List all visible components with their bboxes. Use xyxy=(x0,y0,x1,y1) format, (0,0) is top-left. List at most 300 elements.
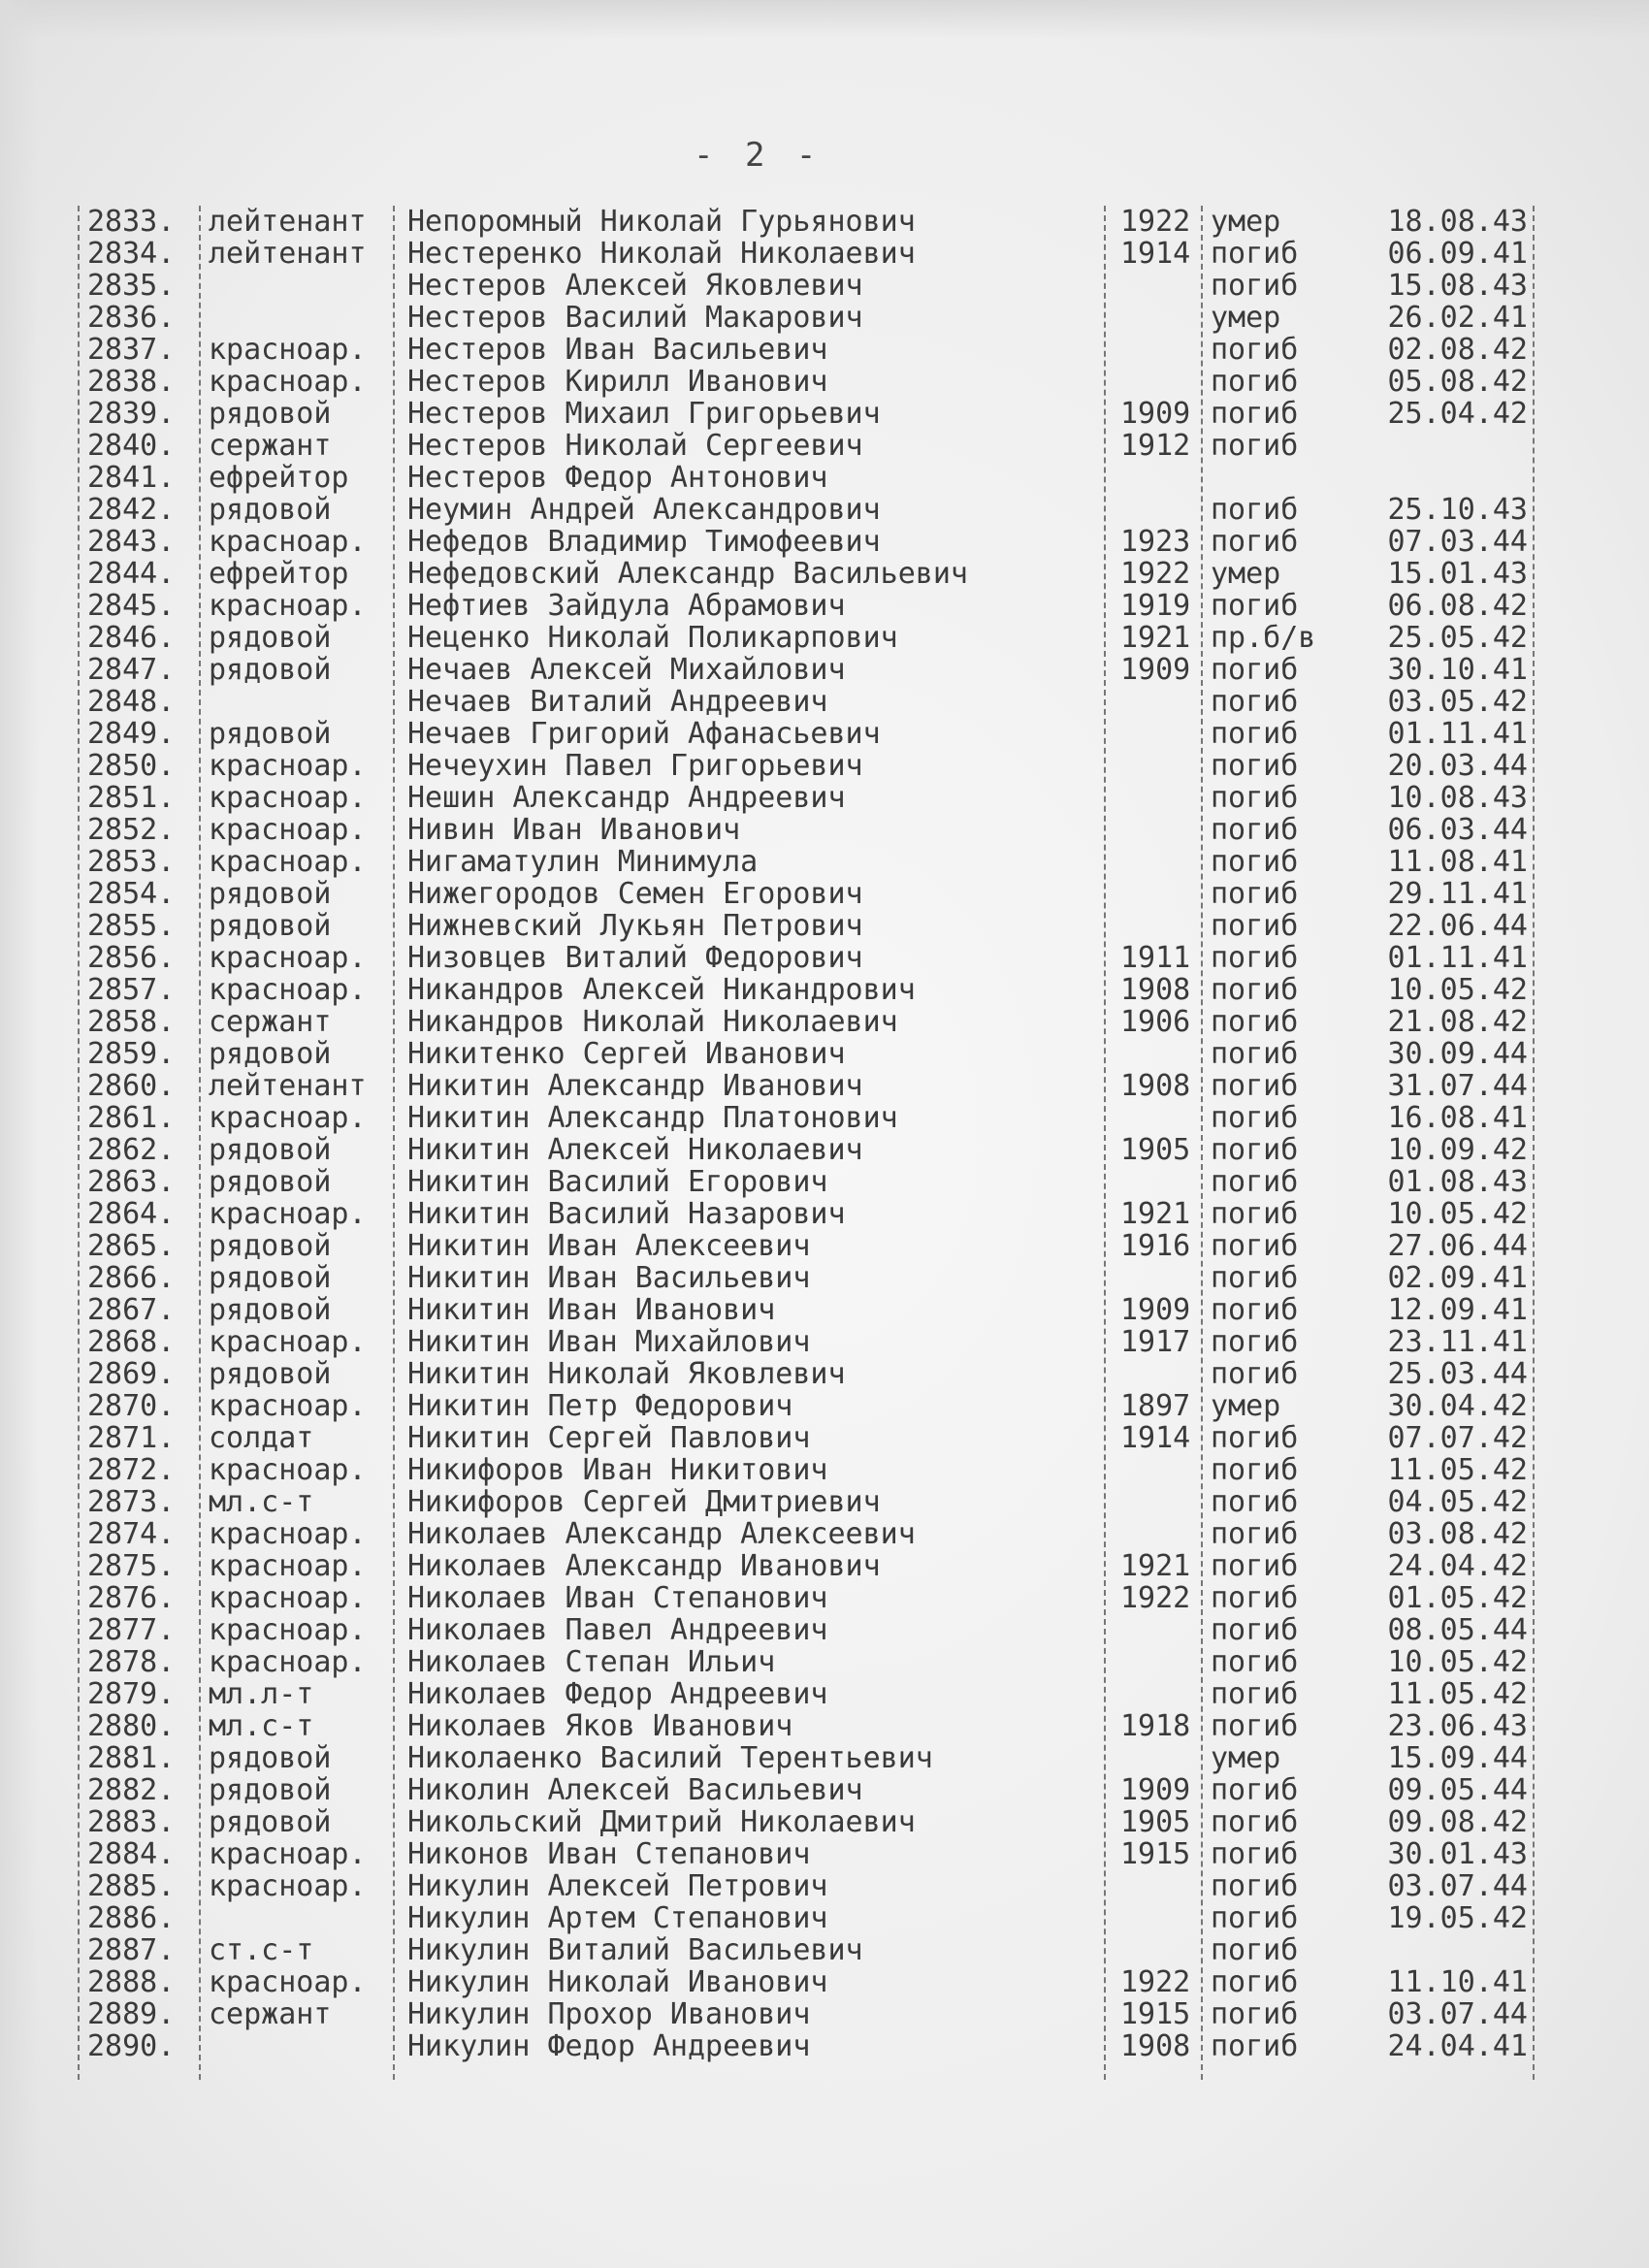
row-name: Нефтиев Зайдула Абрамович xyxy=(407,590,846,622)
row-number: 2883. xyxy=(87,1806,176,1838)
row-status: погиб xyxy=(1211,1230,1299,1262)
row-number: 2879. xyxy=(87,1678,176,1710)
table-row xyxy=(78,1614,1533,1646)
row-number: 2834. xyxy=(87,238,176,270)
page-number: - 2 - xyxy=(694,136,823,175)
row-status: погиб xyxy=(1211,238,1299,270)
row-birth-year: 1917 xyxy=(1120,1326,1191,1358)
row-number: 2869. xyxy=(87,1358,176,1390)
table-row xyxy=(78,1774,1533,1806)
row-birth-year: 1922 xyxy=(1120,1582,1191,1614)
row-name: Нечаев Алексей Михайлович xyxy=(407,654,846,686)
row-name: Никулин Артем Степанович xyxy=(407,1902,828,1934)
row-status: погиб xyxy=(1211,1006,1299,1038)
row-birth-year: 1922 xyxy=(1120,1966,1191,1998)
row-rank: ефрейтор xyxy=(209,462,349,494)
table-row xyxy=(78,590,1533,622)
row-number: 2884. xyxy=(87,1838,176,1870)
table-row xyxy=(78,302,1533,334)
row-number: 2875. xyxy=(87,1550,176,1582)
table-row xyxy=(78,1294,1533,1326)
row-name: Никитин Иван Иванович xyxy=(407,1294,776,1326)
row-status: погиб xyxy=(1211,974,1299,1006)
table-row xyxy=(78,1038,1533,1070)
row-name: Нестеров Михаил Григорьевич xyxy=(407,398,881,430)
table-row xyxy=(78,1006,1533,1038)
row-status: погиб xyxy=(1211,398,1299,430)
row-name: Николаев Федор Андреевич xyxy=(407,1678,828,1710)
row-number: 2860. xyxy=(87,1070,176,1102)
row-date: 01.08.43 xyxy=(1387,1166,1528,1198)
table-row xyxy=(78,910,1533,942)
row-date: 08.05.44 xyxy=(1387,1614,1528,1646)
row-status: погиб xyxy=(1211,1806,1299,1838)
row-status: погиб xyxy=(1211,2030,1299,2062)
row-rank: красноар. xyxy=(209,366,367,398)
row-name: Никитин Иван Алексеевич xyxy=(407,1230,811,1262)
row-rank: рядовой xyxy=(209,1742,332,1774)
row-date: 02.08.42 xyxy=(1387,334,1528,366)
row-birth-year: 1905 xyxy=(1120,1134,1191,1166)
row-name: Никитин Иван Михайлович xyxy=(407,1326,811,1358)
row-status: погиб xyxy=(1211,654,1299,686)
row-name: Никандров Алексей Никандрович xyxy=(407,974,916,1006)
row-status: погиб xyxy=(1211,590,1299,622)
casualty-list-table xyxy=(78,206,1533,2062)
row-name: Нестеров Кирилл Иванович xyxy=(407,366,828,398)
table-row xyxy=(78,1102,1533,1134)
row-rank: лейтенант xyxy=(209,206,367,238)
row-number: 2841. xyxy=(87,462,176,494)
row-rank: красноар. xyxy=(209,750,367,782)
row-rank: рядовой xyxy=(209,1774,332,1806)
row-number: 2880. xyxy=(87,1710,176,1742)
table-row xyxy=(78,1390,1533,1422)
row-status: погиб xyxy=(1211,814,1299,846)
table-row xyxy=(78,1422,1533,1454)
row-number: 2871. xyxy=(87,1422,176,1454)
row-number: 2870. xyxy=(87,1390,176,1422)
row-name: Николаев Александр Иванович xyxy=(407,1550,881,1582)
row-rank: лейтенант xyxy=(209,238,367,270)
row-rank: красноар. xyxy=(209,1966,367,1998)
row-rank: красноар. xyxy=(209,1326,367,1358)
table-row xyxy=(78,846,1533,878)
row-rank: рядовой xyxy=(209,1294,332,1326)
row-name: Нигаматулин Минимула xyxy=(407,846,759,878)
row-number: 2855. xyxy=(87,910,176,942)
row-birth-year: 1911 xyxy=(1120,942,1191,974)
row-name: Нечаев Григорий Афанасьевич xyxy=(407,718,881,750)
table-row xyxy=(78,1582,1533,1614)
row-status: пр.б/в xyxy=(1211,622,1316,654)
row-number: 2838. xyxy=(87,366,176,398)
row-number: 2848. xyxy=(87,686,176,718)
row-status: погиб xyxy=(1211,1614,1299,1646)
row-status: погиб xyxy=(1211,750,1299,782)
row-name: Никольский Дмитрий Николаевич xyxy=(407,1806,916,1838)
row-date: 20.03.44 xyxy=(1387,750,1528,782)
table-row xyxy=(78,654,1533,686)
row-date: 04.05.42 xyxy=(1387,1486,1528,1518)
row-rank: красноар. xyxy=(209,846,367,878)
row-number: 2857. xyxy=(87,974,176,1006)
row-status: погиб xyxy=(1211,1998,1299,2030)
row-rank: ефрейтор xyxy=(209,558,349,590)
row-date: 15.01.43 xyxy=(1387,558,1528,590)
row-number: 2888. xyxy=(87,1966,176,1998)
row-rank: рядовой xyxy=(209,1358,332,1390)
row-rank: красноар. xyxy=(209,1870,367,1902)
row-status: погиб xyxy=(1211,1774,1299,1806)
row-name: Нестеров Иван Васильевич xyxy=(407,334,828,366)
row-number: 2867. xyxy=(87,1294,176,1326)
row-date: 30.09.44 xyxy=(1387,1038,1528,1070)
row-birth-year: 1909 xyxy=(1120,1774,1191,1806)
row-number: 2852. xyxy=(87,814,176,846)
row-status: погиб xyxy=(1211,1934,1299,1966)
row-date: 30.04.42 xyxy=(1387,1390,1528,1422)
row-name: Никитенко Сергей Иванович xyxy=(407,1038,846,1070)
row-rank: сержант xyxy=(209,1998,332,2030)
row-rank: красноар. xyxy=(209,1838,367,1870)
table-row xyxy=(78,1198,1533,1230)
row-status: погиб xyxy=(1211,494,1299,526)
row-number: 2854. xyxy=(87,878,176,910)
row-birth-year: 1914 xyxy=(1120,238,1191,270)
row-date: 24.04.42 xyxy=(1387,1550,1528,1582)
row-rank: красноар. xyxy=(209,1198,367,1230)
table-row xyxy=(78,1486,1533,1518)
row-date: 26.02.41 xyxy=(1387,302,1528,334)
row-number: 2837. xyxy=(87,334,176,366)
table-row xyxy=(78,558,1533,590)
table-row xyxy=(78,1230,1533,1262)
row-number: 2865. xyxy=(87,1230,176,1262)
row-rank: рядовой xyxy=(209,1166,332,1198)
row-date: 31.07.44 xyxy=(1387,1070,1528,1102)
row-status: погиб xyxy=(1211,1646,1299,1678)
row-name: Нешин Александр Андреевич xyxy=(407,782,846,814)
table-row xyxy=(78,1358,1533,1390)
row-status: погиб xyxy=(1211,1326,1299,1358)
row-rank: рядовой xyxy=(209,1134,332,1166)
row-number: 2866. xyxy=(87,1262,176,1294)
row-birth-year: 1922 xyxy=(1120,558,1191,590)
row-date: 15.09.44 xyxy=(1387,1742,1528,1774)
row-rank: рядовой xyxy=(209,1806,332,1838)
row-rank: рядовой xyxy=(209,878,332,910)
row-number: 2835. xyxy=(87,270,176,302)
row-date: 11.10.41 xyxy=(1387,1966,1528,1998)
row-name: Николаев Павел Андреевич xyxy=(407,1614,828,1646)
row-name: Никитин Василий Назарович xyxy=(407,1198,846,1230)
row-date: 09.05.44 xyxy=(1387,1774,1528,1806)
row-name: Нечаев Виталий Андреевич xyxy=(407,686,828,718)
row-rank: мл.с-т xyxy=(209,1486,314,1518)
row-date: 10.05.42 xyxy=(1387,1198,1528,1230)
row-name: Нефедов Владимир Тимофеевич xyxy=(407,526,881,558)
row-rank: красноар. xyxy=(209,1582,367,1614)
row-date: 22.06.44 xyxy=(1387,910,1528,942)
table-row xyxy=(78,430,1533,462)
row-name: Никулин Николай Иванович xyxy=(407,1966,828,1998)
row-number: 2873. xyxy=(87,1486,176,1518)
row-number: 2885. xyxy=(87,1870,176,1902)
row-status: погиб xyxy=(1211,910,1299,942)
row-number: 2843. xyxy=(87,526,176,558)
row-birth-year: 1908 xyxy=(1120,974,1191,1006)
table-row xyxy=(78,1166,1533,1198)
row-number: 2886. xyxy=(87,1902,176,1934)
row-rank: рядовой xyxy=(209,1230,332,1262)
row-date: 29.11.41 xyxy=(1387,878,1528,910)
row-number: 2889. xyxy=(87,1998,176,2030)
row-date: 11.05.42 xyxy=(1387,1454,1528,1486)
row-birth-year: 1916 xyxy=(1120,1230,1191,1262)
row-date: 06.03.44 xyxy=(1387,814,1528,846)
row-name: Нестеренко Николай Николаевич xyxy=(407,238,916,270)
row-birth-year: 1909 xyxy=(1120,398,1191,430)
row-birth-year: 1918 xyxy=(1120,1710,1191,1742)
row-name: Нестеров Василий Макарович xyxy=(407,302,863,334)
table-row xyxy=(78,782,1533,814)
row-number: 2851. xyxy=(87,782,176,814)
row-rank: рядовой xyxy=(209,718,332,750)
row-number: 2842. xyxy=(87,494,176,526)
row-name: Никитин Александр Платонович xyxy=(407,1102,898,1134)
row-name: Николаев Степан Ильич xyxy=(407,1646,776,1678)
table-row xyxy=(78,1998,1533,2030)
row-date: 30.01.43 xyxy=(1387,1838,1528,1870)
table-row xyxy=(78,750,1533,782)
table-row xyxy=(78,1454,1533,1486)
row-number: 2836. xyxy=(87,302,176,334)
row-rank: мл.с-т xyxy=(209,1710,314,1742)
table-row xyxy=(78,238,1533,270)
row-date: 30.10.41 xyxy=(1387,654,1528,686)
row-date: 03.07.44 xyxy=(1387,1870,1528,1902)
row-birth-year: 1922 xyxy=(1120,206,1191,238)
row-name: Низовцев Виталий Федорович xyxy=(407,942,863,974)
row-birth-year: 1905 xyxy=(1120,1806,1191,1838)
row-status: погиб xyxy=(1211,1582,1299,1614)
row-date: 25.03.44 xyxy=(1387,1358,1528,1390)
row-number: 2881. xyxy=(87,1742,176,1774)
row-rank: рядовой xyxy=(209,910,332,942)
row-birth-year: 1915 xyxy=(1120,1838,1191,1870)
row-name: Никонов Иван Степанович xyxy=(407,1838,811,1870)
row-number: 2890. xyxy=(87,2030,176,2062)
row-name: Николин Алексей Васильевич xyxy=(407,1774,863,1806)
row-birth-year: 1897 xyxy=(1120,1390,1191,1422)
row-number: 2849. xyxy=(87,718,176,750)
table-row xyxy=(78,270,1533,302)
row-birth-year: 1923 xyxy=(1120,526,1191,558)
row-number: 2874. xyxy=(87,1518,176,1550)
row-status: погиб xyxy=(1211,334,1299,366)
row-status: умер xyxy=(1211,558,1281,590)
row-status: погиб xyxy=(1211,782,1299,814)
row-date: 25.05.42 xyxy=(1387,622,1528,654)
row-date: 12.09.41 xyxy=(1387,1294,1528,1326)
row-birth-year: 1908 xyxy=(1120,2030,1191,2062)
row-date: 27.06.44 xyxy=(1387,1230,1528,1262)
row-date: 25.10.43 xyxy=(1387,494,1528,526)
row-rank: рядовой xyxy=(209,494,332,526)
row-rank: красноар. xyxy=(209,1614,367,1646)
row-number: 2864. xyxy=(87,1198,176,1230)
row-rank: сержант xyxy=(209,430,332,462)
row-number: 2882. xyxy=(87,1774,176,1806)
row-birth-year: 1921 xyxy=(1120,1550,1191,1582)
row-number: 2840. xyxy=(87,430,176,462)
row-status: погиб xyxy=(1211,1870,1299,1902)
row-number: 2887. xyxy=(87,1934,176,1966)
row-status: погиб xyxy=(1211,1038,1299,1070)
row-birth-year: 1909 xyxy=(1120,1294,1191,1326)
row-rank: рядовой xyxy=(209,654,332,686)
table-row xyxy=(78,1966,1533,1998)
table-row xyxy=(78,974,1533,1006)
table-row xyxy=(78,1550,1533,1582)
row-status: погиб xyxy=(1211,1902,1299,1934)
scan-shadow-top xyxy=(0,0,1649,39)
row-number: 2856. xyxy=(87,942,176,974)
row-date: 09.08.42 xyxy=(1387,1806,1528,1838)
row-rank: мл.л-т xyxy=(209,1678,314,1710)
row-rank: красноар. xyxy=(209,814,367,846)
row-date: 07.07.42 xyxy=(1387,1422,1528,1454)
row-birth-year: 1921 xyxy=(1120,1198,1191,1230)
row-status: погиб xyxy=(1211,718,1299,750)
row-name: Нижневский Лукьян Петрович xyxy=(407,910,863,942)
row-rank: красноар. xyxy=(209,526,367,558)
row-name: Нестеров Николай Сергеевич xyxy=(407,430,863,462)
table-row xyxy=(78,462,1533,494)
table-row xyxy=(78,1870,1533,1902)
table-row xyxy=(78,494,1533,526)
row-status: умер xyxy=(1211,206,1281,238)
row-birth-year: 1915 xyxy=(1120,1998,1191,2030)
row-rank: рядовой xyxy=(209,398,332,430)
row-status: погиб xyxy=(1211,1710,1299,1742)
row-date: 24.04.41 xyxy=(1387,2030,1528,2062)
row-rank: красноар. xyxy=(209,1518,367,1550)
table-row xyxy=(78,206,1533,238)
row-status: погиб xyxy=(1211,526,1299,558)
row-number: 2859. xyxy=(87,1038,176,1070)
row-name: Никулин Федор Андреевич xyxy=(407,2030,811,2062)
row-status: погиб xyxy=(1211,1518,1299,1550)
row-status: погиб xyxy=(1211,1838,1299,1870)
row-name: Никулин Алексей Петрович xyxy=(407,1870,828,1902)
table-row xyxy=(78,1806,1533,1838)
row-name: Никифоров Сергей Дмитриевич xyxy=(407,1486,881,1518)
row-name: Никитин Сергей Павлович xyxy=(407,1422,811,1454)
row-status: погиб xyxy=(1211,1358,1299,1390)
row-date: 23.06.43 xyxy=(1387,1710,1528,1742)
row-status: погиб xyxy=(1211,1454,1299,1486)
table-row xyxy=(78,622,1533,654)
row-name: Николаев Александр Алексеевич xyxy=(407,1518,916,1550)
row-status: погиб xyxy=(1211,1294,1299,1326)
row-rank: красноар. xyxy=(209,942,367,974)
row-status: погиб xyxy=(1211,1070,1299,1102)
row-date: 10.05.42 xyxy=(1387,1646,1528,1678)
table-row xyxy=(78,878,1533,910)
table-row xyxy=(78,2030,1533,2062)
row-name: Никитин Николай Яковлевич xyxy=(407,1358,846,1390)
row-status: погиб xyxy=(1211,1486,1299,1518)
row-name: Нефедовский Александр Васильевич xyxy=(407,558,968,590)
row-number: 2862. xyxy=(87,1134,176,1166)
row-name: Нестеров Алексей Яковлевич xyxy=(407,270,863,302)
row-number: 2845. xyxy=(87,590,176,622)
row-status: погиб xyxy=(1211,1166,1299,1198)
row-status: погиб xyxy=(1211,1422,1299,1454)
row-status: погиб xyxy=(1211,846,1299,878)
row-status: умер xyxy=(1211,1390,1281,1422)
row-date: 11.05.42 xyxy=(1387,1678,1528,1710)
row-date: 01.11.41 xyxy=(1387,942,1528,974)
row-rank: красноар. xyxy=(209,590,367,622)
row-date: 25.04.42 xyxy=(1387,398,1528,430)
row-date: 16.08.41 xyxy=(1387,1102,1528,1134)
row-name: Нестеров Федор Антонович xyxy=(407,462,828,494)
row-status: погиб xyxy=(1211,1198,1299,1230)
row-number: 2863. xyxy=(87,1166,176,1198)
row-number: 2839. xyxy=(87,398,176,430)
row-date: 03.05.42 xyxy=(1387,686,1528,718)
row-rank: красноар. xyxy=(209,782,367,814)
row-rank: красноар. xyxy=(209,974,367,1006)
row-status: погиб xyxy=(1211,1102,1299,1134)
table-row xyxy=(78,1710,1533,1742)
row-rank: солдат xyxy=(209,1422,314,1454)
row-rank: красноар. xyxy=(209,1646,367,1678)
row-name: Никифоров Иван Никитович xyxy=(407,1454,828,1486)
row-rank: рядовой xyxy=(209,1038,332,1070)
row-birth-year: 1906 xyxy=(1120,1006,1191,1038)
row-name: Никитин Петр Федорович xyxy=(407,1390,793,1422)
row-number: 2850. xyxy=(87,750,176,782)
row-rank: ст.с-т xyxy=(209,1934,314,1966)
row-date: 18.08.43 xyxy=(1387,206,1528,238)
row-birth-year: 1912 xyxy=(1120,430,1191,462)
table-row xyxy=(78,1838,1533,1870)
row-date: 06.08.42 xyxy=(1387,590,1528,622)
row-number: 2846. xyxy=(87,622,176,654)
row-date: 01.11.41 xyxy=(1387,718,1528,750)
row-status: погиб xyxy=(1211,1678,1299,1710)
row-status: погиб xyxy=(1211,366,1299,398)
table-row xyxy=(78,1070,1533,1102)
row-number: 2861. xyxy=(87,1102,176,1134)
row-name: Непоромный Николай Гурьянович xyxy=(407,206,916,238)
row-status: погиб xyxy=(1211,878,1299,910)
row-status: погиб xyxy=(1211,1966,1299,1998)
row-birth-year: 1921 xyxy=(1120,622,1191,654)
row-date: 07.03.44 xyxy=(1387,526,1528,558)
row-name: Николаев Яков Иванович xyxy=(407,1710,793,1742)
row-date: 10.08.43 xyxy=(1387,782,1528,814)
table-row xyxy=(78,1326,1533,1358)
row-birth-year: 1914 xyxy=(1120,1422,1191,1454)
row-name: Нечеухин Павел Григорьевич xyxy=(407,750,863,782)
row-status: погиб xyxy=(1211,1134,1299,1166)
row-status: умер xyxy=(1211,302,1281,334)
